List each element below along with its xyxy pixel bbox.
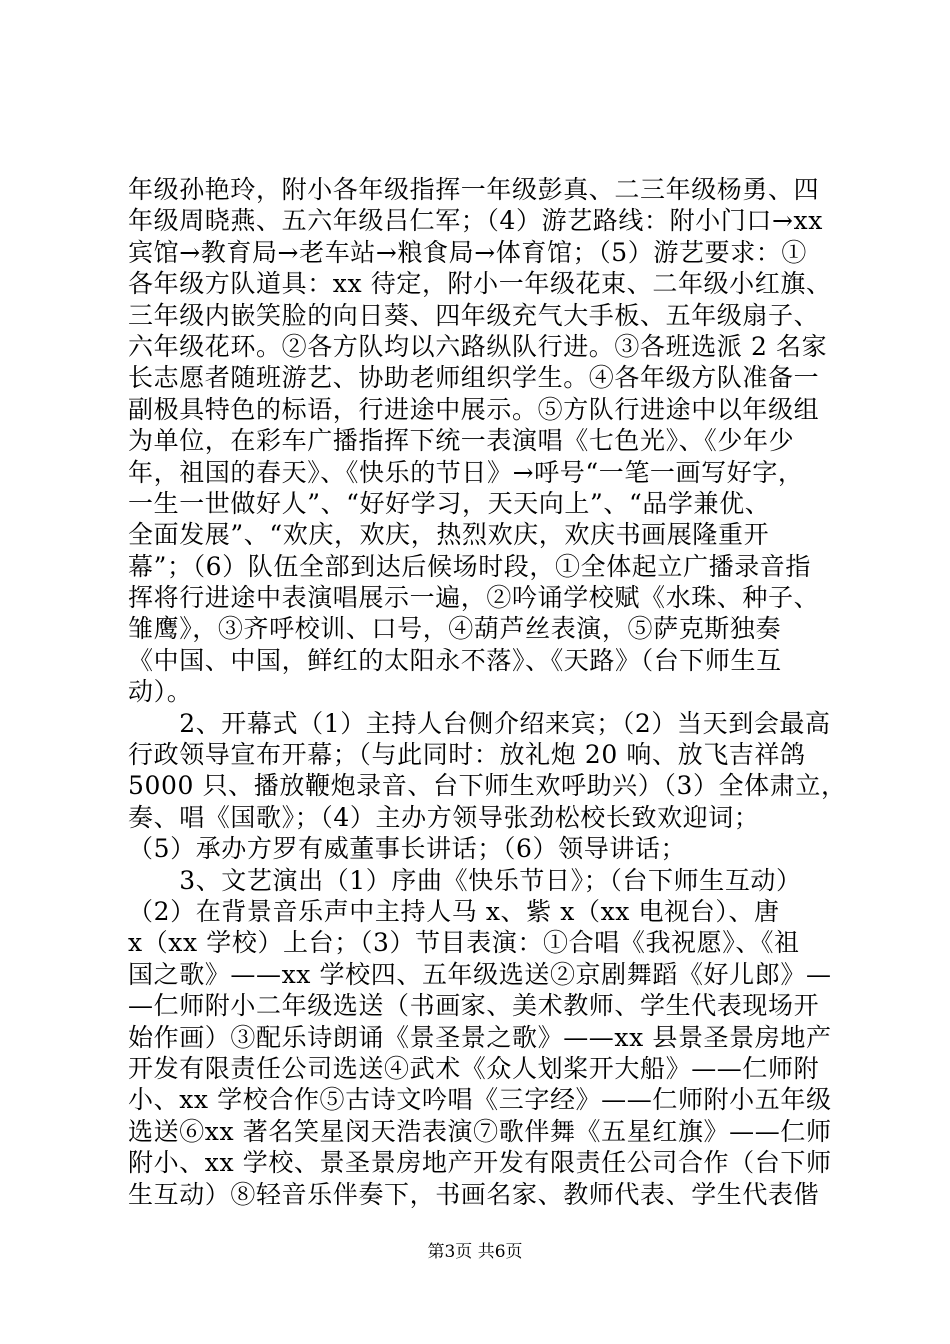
text-line: 开发有限责任公司选送④武术《众人划桨开大船》——仁师附: [128, 1053, 820, 1083]
text-line: x（xx 学校）上台；（3）节目表演：①合唱《我祝愿》、《祖: [128, 928, 800, 958]
text-line: 年级周晓燕、五六年级吕仁军；（4）游艺路线：附小门口→xx: [128, 206, 823, 236]
text-line: 副极具特色的标语，行进途中展示。⑤方队行进途中以年级组: [128, 394, 820, 424]
text-line: 奏、唱《国歌》；（4）主办方领导张劲松校长致欢迎词；: [128, 802, 760, 832]
text-line: 行政领导宣布开幕；（与此同时：放礼炮 20 响、放飞吉祥鸽: [128, 740, 806, 770]
page-number: 第3页 共6页: [427, 1242, 523, 1262]
text-line: 生互动）⑧轻音乐伴奏下，书画名家、教师代表、学生代表偕: [128, 1179, 820, 1209]
text-line: 3、文艺演出（1）序曲《快乐节日》；（台下师生互动）: [128, 865, 802, 895]
text-line: 2、开幕式（1）主持人台侧介绍来宾；（2）当天到会最高: [128, 708, 831, 738]
document-body: [128, 174, 847, 1210]
text-line: 5000 只、播放鞭炮录音、台下师生欢呼助兴）（3）全体肃立，: [128, 771, 847, 801]
text-line: 各年级方队道具：xx 待定，附小一年级花束、二年级小红旗、: [128, 269, 832, 299]
text-line: 一生一世做好人”、“好好学习，天天向上”、“品学兼优、: [128, 488, 771, 518]
text-line: 为单位，在彩车广播指挥下统一表演唱《七色光》、《少年少: [128, 426, 795, 456]
text-line: 长志愿者随班游艺、协助老师组织学生。④各年级方队准备一: [128, 363, 820, 393]
text-line: 国之歌》——xx 学校四、五年级选送②京剧舞蹈《好儿郎》—: [128, 959, 832, 989]
text-line: 年，祖国的春天》、《快乐的节日》→呼号“一笔一画写好字，: [128, 457, 804, 487]
text-line: 年级孙艳玲，附小各年级指挥一年级彭真、二三年级杨勇、四: [128, 175, 820, 204]
text-line: 始作画）③配乐诗朗诵《景圣景之歌》——xx 县景圣景房地产: [128, 1022, 832, 1052]
text-line: 三年级内嵌笑脸的向日葵、四年级充气大手板、五年级扇子、: [128, 300, 820, 330]
text-line: 挥将行进途中表演唱展示一遍，②吟诵学校赋《水珠、种子、: [128, 583, 820, 613]
page-footer: [0, 1241, 950, 1263]
text-line: （2）在背景音乐声中主持人马 x、紫 x（xx 电视台）、唐: [128, 896, 780, 926]
text-line: —仁师附小二年级选送（书画家、美术教师、学生代表现场开: [128, 991, 820, 1021]
text-line: 六年级花环。②各方队均以六路纵队行进。③各班选派 2 名家: [128, 331, 828, 361]
text-line: 全面发展”、“欢庆，欢庆，热烈欢庆，欢庆书画展隆重开: [128, 520, 770, 550]
text-line: 小、xx 学校合作⑤古诗文吟唱《三字经》——仁师附小五年级: [128, 1085, 832, 1115]
text-line: 选送⑥xx 著名笑星闵天浩表演⑦歌伴舞《五星红旗》——仁师: [128, 1116, 832, 1146]
text-line: 幕”；（6）队伍全部到达后候场时段，①全体起立广播录音指: [128, 551, 811, 581]
text-line: 雏鹰》，③齐呼校训、口号，④葫芦丝表演，⑤萨克斯独奏: [128, 614, 782, 644]
text-line: 附小、xx 学校、景圣景房地产开发有限责任公司合作（台下师: [128, 1148, 832, 1178]
text-line: 宾馆→教育局→老车站→粮食局→体育馆；（5）游艺要求：①: [128, 237, 807, 267]
text-line: 动）。: [128, 677, 193, 707]
text-line: （5）承办方罗有威董事长讲话；（6）领导讲话；: [128, 834, 687, 864]
text-line: 《中国、中国，鲜红的太阳永不落》、《天路》（台下师生互: [128, 645, 782, 675]
